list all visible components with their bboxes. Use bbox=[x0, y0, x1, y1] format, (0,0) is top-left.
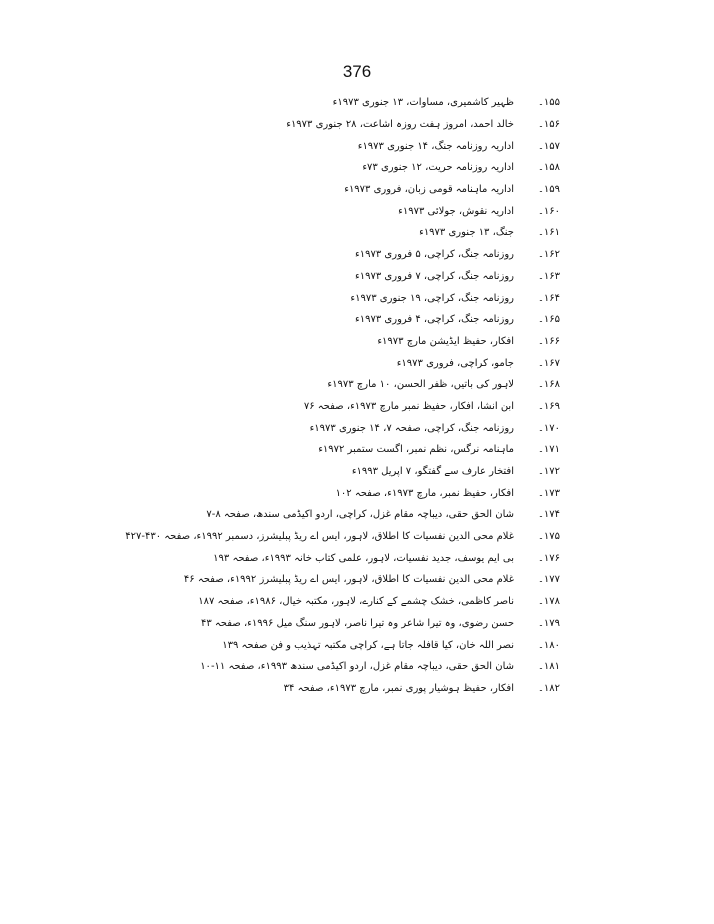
reference-entry bbox=[140, 547, 560, 569]
reference-entry bbox=[140, 157, 560, 179]
reference-text: حسن رضوی، وہ تیرا شاعر وہ تیرا ناصر، لاہور سنگ میل ۱۹۹۶ء، صفحہ ۴۳ bbox=[200, 617, 514, 629]
reference-text: شان الحق حقی، دیباچہ مقام غزل، اردو اکیڈمی سندھ ۱۹۹۳ء، صفحہ ۱۱-۱۰ bbox=[200, 661, 514, 673]
reference-entry bbox=[140, 266, 560, 288]
reference-text: اداریہ روزنامہ حریت، ۱۲ جنوری ۷۳ء bbox=[362, 162, 514, 174]
reference-text: اداریہ نقوش، جولائی ۱۹۷۳ء bbox=[398, 205, 514, 217]
reference-number: ۱۷۲۔ bbox=[538, 466, 560, 478]
reference-entry bbox=[140, 591, 560, 613]
reference-number: ۱۷۰۔ bbox=[538, 422, 560, 434]
reference-number: ۱۶۰۔ bbox=[538, 205, 560, 217]
reference-number: ۱۵۷۔ bbox=[538, 140, 560, 152]
reference-text: افکار، حفیظ نمبر، مارچ ۱۹۷۳ء، صفحہ ۱۰۲ bbox=[335, 487, 514, 499]
reference-number: ۱۵۶۔ bbox=[538, 119, 560, 131]
reference-entry bbox=[125, 526, 560, 548]
reference-number: ۱۶۳۔ bbox=[538, 270, 560, 282]
reference-text: اداریہ ماہنامہ قومی زبان، فروری ۱۹۷۳ء bbox=[344, 184, 514, 196]
reference-number: ۱۶۱۔ bbox=[538, 227, 560, 239]
reference-list bbox=[125, 92, 560, 699]
reference-text: افکار، حفیظ ہوشیار پوری نمبر، مارچ ۱۹۷۳ء، صفحہ ۳۴ bbox=[283, 682, 514, 694]
reference-number: ۱۵۹۔ bbox=[538, 184, 560, 196]
reference-text: ناصر کاظمی، خشک چشمے کے کنارے، لاہور، مکتبہ خیال، ۱۹۸۶ء، صفحہ ۱۸۷ bbox=[198, 596, 514, 608]
reference-number: ۱۸۰۔ bbox=[538, 639, 560, 651]
reference-number: ۱۸۲۔ bbox=[538, 682, 560, 694]
reference-entry bbox=[140, 417, 560, 439]
reference-entry bbox=[140, 634, 560, 656]
reference-text: خالد احمد، امروز ہفت روزہ اشاعت، ۲۸ جنوری ۱۹۷۳ء bbox=[286, 119, 514, 131]
reference-text: شان الحق حقی، دیباچہ مقام غزل، کراچی، اردو اکیڈمی سندھ، صفحہ ۸-۷ bbox=[206, 509, 514, 521]
reference-number: ۱۷۴۔ bbox=[538, 509, 560, 521]
reference-entry bbox=[140, 461, 560, 483]
reference-entry bbox=[140, 200, 560, 222]
reference-number: ۱۵۵۔ bbox=[538, 97, 560, 109]
reference-number: ۱۷۱۔ bbox=[538, 444, 560, 456]
reference-text: افتخار عارف سے گفتگو، ۷ اپریل ۱۹۹۳ء bbox=[351, 466, 514, 478]
reference-text: غلام محی الدین نفسیات کا اطلاق، لاہور، ایس اے ریڈ پبلیشرز، دسمبر ۱۹۹۲ء، صفحہ ۴۳۰-۴۲۷ bbox=[125, 531, 514, 543]
reference-text: ابن انشا، افکار، حفیظ نمبر مارچ ۱۹۷۳ء، صفحہ ۷۶ bbox=[303, 400, 514, 412]
reference-number: ۱۶۴۔ bbox=[538, 292, 560, 304]
reference-entry bbox=[140, 439, 560, 461]
reference-number: ۱۶۶۔ bbox=[538, 335, 560, 347]
reference-number: ۱۵۸۔ bbox=[538, 162, 560, 174]
reference-text: لاہور کی باتیں، ظفر الحسن، ۱۰ مارچ ۱۹۷۳ء bbox=[327, 379, 514, 391]
reference-text: جامو، کراچی، فروری ۱۹۷۳ء bbox=[396, 357, 514, 369]
reference-text: اداریہ روزنامہ جنگ، ۱۴ جنوری ۱۹۷۳ء bbox=[357, 140, 514, 152]
reference-text: نصر اللہ خان، کیا قافلہ جاتا ہے، کراچی مکتبہ تہذیب و فن صفحہ ۱۳۹ bbox=[222, 639, 514, 651]
reference-entry bbox=[140, 504, 560, 526]
page-number: 376 bbox=[342, 62, 372, 81]
reference-entry bbox=[140, 569, 560, 591]
reference-text: ظہیر کاشمیری، مساوات، ۱۳ جنوری ۱۹۷۳ء bbox=[332, 97, 514, 109]
reference-number: ۱۷۵۔ bbox=[538, 531, 560, 543]
reference-entry bbox=[140, 244, 560, 266]
reference-entry bbox=[140, 482, 560, 504]
reference-number: ۱۷۸۔ bbox=[538, 596, 560, 608]
reference-number: ۱۷۷۔ bbox=[538, 574, 560, 586]
reference-text: افکار، حفیظ ایڈیشن مارچ ۱۹۷۳ء bbox=[377, 335, 514, 347]
reference-text: غلام محی الدین نفسیات کا اطلاق، لاہور، ایس اے ریڈ پبلیشرز ۱۹۹۲ء، صفحہ ۴۶ bbox=[183, 574, 514, 586]
reference-entry bbox=[140, 135, 560, 157]
reference-entry bbox=[140, 396, 560, 418]
reference-number: ۱۷۹۔ bbox=[538, 617, 560, 629]
reference-entry bbox=[140, 309, 560, 331]
reference-entry bbox=[140, 352, 560, 374]
reference-entry bbox=[140, 656, 560, 678]
reference-text: جنگ، ۱۳ جنوری ۱۹۷۳ء bbox=[419, 227, 514, 239]
reference-number: ۱۶۸۔ bbox=[538, 379, 560, 391]
reference-entry bbox=[140, 222, 560, 244]
reference-entry bbox=[140, 374, 560, 396]
reference-number: ۱۷۶۔ bbox=[538, 552, 560, 564]
reference-text: روزنامہ جنگ، کراچی، ۴ فروری ۱۹۷۳ء bbox=[355, 314, 514, 326]
reference-entry bbox=[140, 331, 560, 353]
reference-text: بی ایم یوسف، جدید نفسیات، لاہور، علمی کتاب خانہ ۱۹۹۳ء، صفحہ ۱۹۳ bbox=[213, 552, 514, 564]
reference-text: ماہنامہ نرگس، نظم نمبر، اگست ستمبر ۱۹۷۲ء bbox=[318, 444, 514, 456]
reference-entry bbox=[140, 613, 560, 635]
reference-number: ۱۷۳۔ bbox=[538, 487, 560, 499]
reference-text: روزنامہ جنگ، کراچی، ۵ فروری ۱۹۷۳ء bbox=[355, 249, 514, 261]
reference-text: روزنامہ جنگ، کراچی، ۷ فروری ۱۹۷۳ء bbox=[355, 270, 514, 282]
reference-entry bbox=[140, 678, 560, 700]
reference-number: ۱۸۱۔ bbox=[538, 661, 560, 673]
reference-entry bbox=[140, 179, 560, 201]
reference-entry bbox=[140, 114, 560, 136]
reference-text: روزنامہ جنگ، کراچی، ۱۹ جنوری ۱۹۷۳ء bbox=[350, 292, 514, 304]
reference-number: ۱۶۵۔ bbox=[538, 314, 560, 326]
reference-entry bbox=[140, 287, 560, 309]
reference-text: روزنامہ جنگ، کراچی، صفحہ ۷، ۱۴ جنوری ۱۹۷۳ء bbox=[309, 422, 514, 434]
reference-number: ۱۶۹۔ bbox=[538, 400, 560, 412]
reference-entry bbox=[140, 92, 560, 114]
reference-number: ۱۶۷۔ bbox=[538, 357, 560, 369]
reference-number: ۱۶۲۔ bbox=[538, 249, 560, 261]
